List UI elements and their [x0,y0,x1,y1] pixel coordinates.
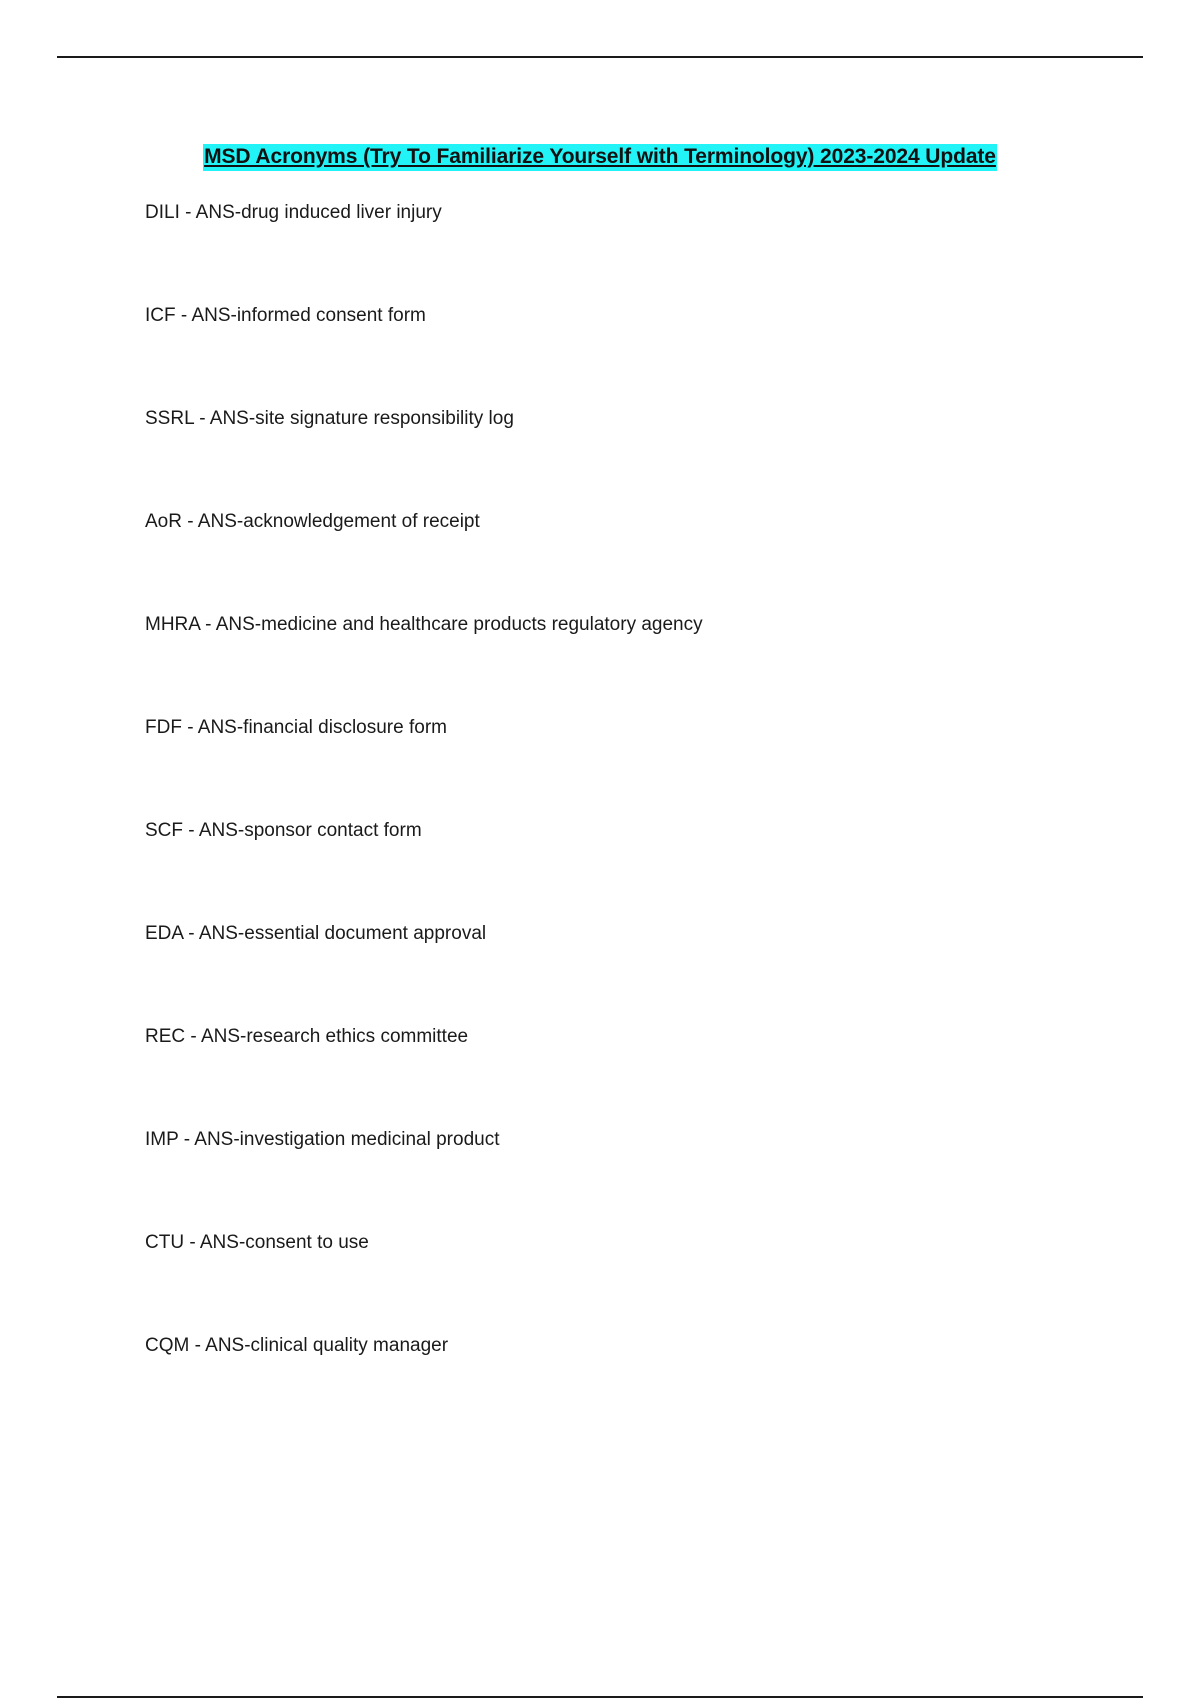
document-title: MSD Acronyms (Try To Familiarize Yourself with Terminology) 2023-2024 Update [203,144,997,171]
acronym-entry: IMP - ANS-investigation medicinal product [145,1129,500,1150]
acronym-entry: REC - ANS-research ethics committee [145,1026,469,1047]
acronym-entry: SCF - ANS-sponsor contact form [145,820,422,841]
acronym-entry: MHRA - ANS-medicine and healthcare products regulatory agency [145,614,703,635]
acronym-entry: AoR - ANS-acknowledgement of receipt [145,511,480,532]
acronym-entry: CTU - ANS-consent to use [145,1232,369,1253]
acronym-entry: FDF - ANS-financial disclosure form [145,717,447,738]
footer-rule [57,1696,1143,1698]
acronym-entry: EDA - ANS-essential document approval [145,923,487,944]
acronym-entry: CQM - ANS-clinical quality manager [145,1335,449,1356]
acronym-list [145,200,1095,1436]
acronym-entry: SSRL - ANS-site signature responsibility log [145,408,514,429]
header-rule [57,56,1143,58]
acronym-entry: ICF - ANS-informed consent form [145,305,426,326]
acronym-entry: DILI - ANS-drug induced liver injury [145,202,442,223]
title-container [0,144,1200,171]
